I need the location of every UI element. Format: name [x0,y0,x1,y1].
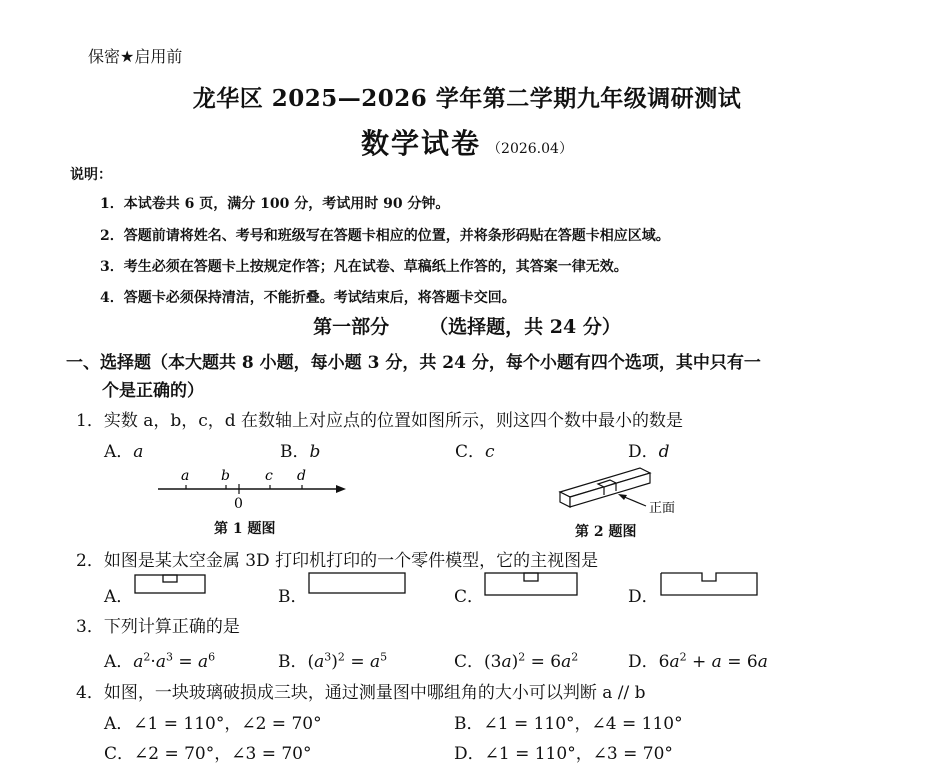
exam-date: （2026.04） [487,141,573,157]
part-desc: （选择题，共 24 分） [429,316,621,338]
section-instructions: 一、选择题（本大题共 8 小题，每小题 3 分，共 24 分，每个小题有四个选项，其中只有一 [66,353,761,373]
q3-option-d: D．$6a^2 + a = 6a$ [628,650,768,672]
q4-option-c: C．∠2 = 70°，∠3 = 70° [104,744,312,764]
point-b-label: b [221,468,230,484]
q1-option-b: B．b [280,442,321,462]
q3-option-b: B．$(a^3)^2 = a^5$ [278,650,388,672]
point-d-label: d [297,468,306,484]
q4-option-b: B．∠1 = 110°，∠4 = 110° [454,714,683,734]
q2-option-b-label: B． [278,587,308,607]
question-2-stem: 2．如图是某太空金属 3D 打印机打印的一个零件模型，它的主视图是 [76,551,599,571]
q1-option-a: A．a [104,442,144,462]
part-heading [0,312,934,339]
q2-option-a-label: A． [104,587,134,607]
q2-option-d-shape [660,570,762,598]
q1-option-d: D．d [628,442,670,462]
note-item: 4．答题卡必须保持清洁，不能折叠。考试结束后，将答题卡交回。 [100,290,516,306]
note-item: 2．答题前请将姓名、考号和班级写在答题卡相应的位置，并将条形码贴在答题卡相应区域。 [100,228,670,244]
q2-option-a-shape [134,570,208,596]
question-1-stem: 1．实数 a，b，c，d 在数轴上对应点的位置如图所示，则这四个数中最小的数是 [76,411,684,431]
note-item: 3．考生必须在答题卡上按规定作答；凡在试卷、草稿纸上作答的，其答案一律无效。 [100,259,628,275]
q2-option-b-shape [308,570,408,596]
number-line-figure [150,462,360,512]
point-a-label: a [181,468,190,484]
part-model-figure [552,462,692,522]
confidential-label: 保密★启用前 [88,47,183,66]
subject-title [0,122,934,162]
q4-option-a: A．∠1 = 110°，∠2 = 70° [104,714,322,734]
part-name: 第一部分 [313,316,390,338]
figure-1-caption: 第 1 题图 [214,521,276,537]
point-c-label: c [265,468,273,484]
q1-option-c: C．c [455,442,495,462]
q3-option-c: C．$(3a)^2 = 6a^2$ [454,650,579,672]
q2-option-c-shape [484,570,580,598]
figure-2-caption: 第 2 题图 [575,524,637,540]
q2-option-c-label: C． [454,587,485,607]
origin-label: 0 [234,496,243,512]
front-label: 正面 [649,501,676,516]
exam-title: 龙华区 2025—2026 学年第二学期九年级调研测试 [192,85,742,112]
question-4-stem: 4．如图，一块玻璃破损成三块，通过测量图中哪组角的大小可以判断 a // b [76,683,646,703]
note-item: 1．本试卷共 6 页，满分 100 分，考试用时 90 分钟。 [100,196,450,212]
q2-option-d-label: D． [628,587,659,607]
section-instructions-cont: 个是正确的） [102,381,204,401]
q4-option-d: D．∠1 = 110°，∠3 = 70° [454,744,673,764]
q3-option-a: A．$a^2\cdot a^3 = a^6$ [104,650,216,672]
question-3-stem: 3．下列计算正确的是 [76,617,240,637]
notes-heading: 说明： [70,167,112,183]
subject-name: 数学试卷 [361,127,482,160]
